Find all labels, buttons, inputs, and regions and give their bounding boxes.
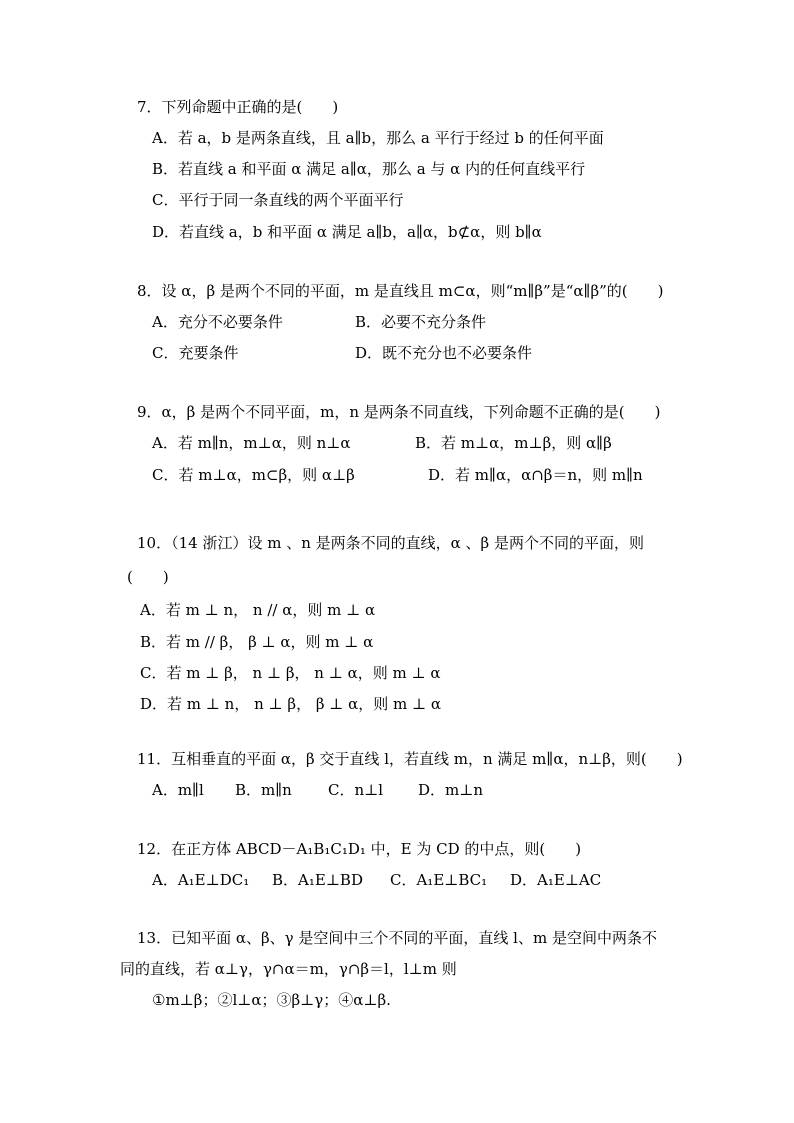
question-9-option-d: D．若 m∥α，α∩β＝n，则 m∥n	[428, 466, 643, 484]
question-12-stem: 12．在正方体 ABCD－A₁B₁C₁D₁ 中，E 为 CD 的中点，则( )	[137, 840, 582, 858]
question-8-stem: 8．设 α，β 是两个不同的平面，m 是直线且 m⊂α，则“m∥β”是“α∥β”的( )	[137, 282, 664, 300]
question-10-option-a: A．若 m ⊥ n， n // α，则 m ⊥ α	[140, 601, 376, 619]
question-7-option-d: D．若直线 a，b 和平面 α 满足 a∥b，a∥α，b⊄α，则 b∥α	[152, 223, 542, 241]
question-11-option-c: C．n⊥l	[328, 781, 384, 799]
question-11-option-a: A．m∥l	[152, 781, 204, 799]
question-11-option-d: D．m⊥n	[418, 781, 484, 799]
question-12-option-d: D．A₁E⊥AC	[510, 871, 602, 889]
question-11-option-b: B．m∥n	[235, 781, 292, 799]
question-10-stem: 10．（14 浙江）设 m 、n 是两条不同的直线，α 、β 是两个不同的平面，则	[137, 534, 644, 552]
question-9-option-b: B．若 m⊥α，m⊥β，则 α∥β	[415, 434, 612, 452]
question-11-stem: 11．互相垂直的平面 α，β 交于直线 l，若直线 m，n 满足 m∥α，n⊥β，则( )	[137, 750, 683, 768]
question-10-option-d: D．若 m ⊥ n， n ⊥ β， β ⊥ α，则 m ⊥ α	[140, 695, 442, 713]
question-13-stem-continued: 同的直线，若 α⊥γ，γ∩α＝m，γ∩β＝l，l⊥m 则	[120, 960, 457, 978]
question-10-stem-continued: ( )	[127, 568, 169, 586]
question-10-option-b: B．若 m // β， β ⊥ α，则 m ⊥ α	[140, 633, 374, 651]
question-13-statements: ①m⊥β；②l⊥α；③β⊥γ；④α⊥β.	[152, 991, 391, 1009]
question-7-option-c: C．平行于同一条直线的两个平面平行	[152, 191, 404, 209]
question-10-option-c: C．若 m ⊥ β， n ⊥ β， n ⊥ α，则 m ⊥ α	[140, 664, 441, 682]
question-8-option-a: A．充分不必要条件	[152, 313, 283, 331]
question-7-option-a: A．若 a，b 是两条直线，且 a∥b，那么 a 平行于经过 b 的任何平面	[152, 129, 604, 147]
question-8-option-b: B．必要不充分条件	[355, 313, 487, 331]
question-9-option-a: A．若 m∥n，m⊥α，则 n⊥α	[152, 434, 351, 452]
question-7-stem: 7．下列命题中正确的是( )	[137, 98, 339, 116]
question-12-option-a: A．A₁E⊥DC₁	[152, 871, 250, 889]
question-13-stem: 13．已知平面 α、β、γ 是空间中三个不同的平面，直线 l、m 是空间中两条不	[137, 929, 657, 947]
question-12-option-b: B．A₁E⊥BD	[272, 871, 363, 889]
question-9-option-c: C．若 m⊥α，m⊂β，则 α⊥β	[152, 466, 355, 484]
question-9-stem: 9．α，β 是两个不同平面，m，n 是两条不同直线，下列命题不正确的是( )	[137, 403, 661, 421]
question-8-option-c: C．充要条件	[152, 344, 239, 362]
question-12-option-c: C．A₁E⊥BC₁	[390, 871, 488, 889]
question-7-option-b: B．若直线 a 和平面 α 满足 a∥α，那么 a 与 α 内的任何直线平行	[152, 160, 586, 178]
question-8-option-d: D．既不充分也不必要条件	[355, 344, 533, 362]
